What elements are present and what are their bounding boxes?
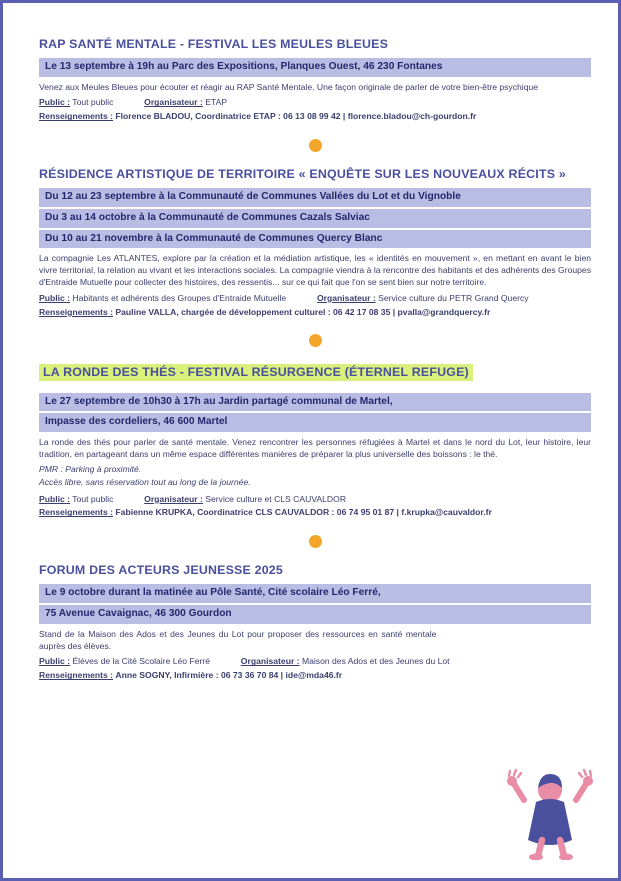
organiser-label: Organisateur : — [240, 656, 300, 667]
organiser-value: ETAP — [205, 97, 228, 108]
info-value[interactable]: Anne SOGNY, Infirmière : 06 73 36 70 84 | ide@mda46.fr — [115, 670, 343, 681]
public-label: Public : — [39, 493, 71, 504]
event-title: RÉSIDENCE ARTISTIQUE DE TERRITOIRE « ENQUÊTE SUR LES NOUVEAUX RÉCITS » — [39, 167, 566, 182]
event-public-row — [39, 655, 591, 668]
public-value: Tout public — [72, 97, 114, 108]
event-date-band: Le 13 septembre à 19h au Parc des Expositions, Planques Ouest, 46 230 Fontanes — [39, 58, 591, 77]
orange-dot-icon — [309, 535, 322, 548]
event-public-row — [39, 493, 591, 506]
organiser-value: Maison des Ados et des Jeunes du Lot — [301, 656, 450, 667]
public-label: Public : — [39, 97, 71, 108]
event-item — [39, 363, 591, 520]
events-list — [39, 37, 591, 682]
event-item — [39, 563, 591, 682]
info-value[interactable]: Florence BLADOU, Coordinatrice ETAP : 06 13 08 99 42 | florence.bladou@ch-gourdon.fr — [115, 111, 477, 122]
event-public-row — [39, 292, 591, 305]
event-date-band: Du 10 au 21 novembre à la Communauté de Communes Quercy Blanc — [39, 230, 591, 249]
organiser-value: Service culture du PETR Grand Quercy — [378, 292, 529, 303]
event-note: PMR : Parking à proximité. — [39, 463, 142, 474]
event-item — [39, 167, 591, 318]
orange-dot-icon — [309, 139, 322, 152]
event-date-band: Du 3 au 14 octobre à la Communauté de Communes Cazals Salviac — [39, 209, 591, 228]
event-date-band: Du 12 au 23 septembre à la Communauté de Communes Vallées du Lot et du Vignoble — [39, 188, 591, 207]
public-label: Public : — [39, 656, 71, 667]
event-description: La compagnie Les ATLANTES, explore par la création et la médiation artistique, les « identités en mouvement », en mettant en avant le bien vivre territorial, la relation au vivant et les interactions sociales. La compagnie viendra à la rencontre des habitants et des adhérents des Groupes d'Entraide Mutuelle pour collecter des histoires, des ressentis... sur ce qui fait que l'on se sent bien sur notre territoire. — [39, 253, 591, 288]
public-label: Public : — [39, 292, 71, 303]
info-label: Renseignements : — [39, 670, 114, 681]
organiser-label: Organisateur : — [144, 493, 203, 504]
organiser-label: Organisateur : — [316, 292, 376, 303]
public-value: Élèves de la Cité Scolaire Léo Ferré — [72, 656, 211, 667]
event-dates — [39, 393, 591, 433]
event-description: Stand de la Maison des Ados et des Jeunes du Lot pour proposer des ressources en santé mentale auprès des élèves. — [39, 628, 437, 651]
info-value[interactable]: Fabienne KRUPKA, Coordinatrice CLS CAUVALDOR : 06 74 95 01 87 | f.krupka@cauvaldor.fr — [115, 507, 492, 518]
event-description: La ronde des thés pour parler de santé mentale. Venez rencontrer les personnes réfugiées à Martel et dans le nord du Lot, leur histoire, leur tradition, en partageant dans un même espace différentes manières de préparer la plus universelle des boissons : le thé. — [39, 437, 591, 459]
event-info-row — [39, 669, 591, 682]
event-dates — [39, 188, 591, 248]
event-date-band: Le 27 septembre de 10h30 à 17h au Jardin partagé communal de Martel, — [39, 393, 591, 412]
event-note: Accès libre, sans réservation tout au long de la journée. — [39, 476, 251, 487]
info-label: Renseignements : — [39, 507, 114, 518]
public-value: Habitants et adhérents des Groupes d'Entraide Mutuelle — [72, 292, 287, 303]
event-description: Venez aux Meules Bleues pour écouter et réagir au RAP Santé Mentale. Une façon originale de parler de votre bien-être psychique — [39, 81, 539, 92]
event-dates — [39, 584, 591, 624]
orange-dot-icon — [309, 334, 322, 347]
event-info-row — [39, 506, 591, 519]
organiser-value: Service culture et CLS CAUVALDOR — [205, 493, 347, 504]
event-title: RAP SANTÉ MENTALE - FESTIVAL LES MEULES BLEUES — [39, 37, 389, 51]
info-label: Renseignements : — [39, 306, 114, 317]
section-separator — [39, 319, 591, 363]
event-info-row — [39, 110, 591, 123]
event-info-row — [39, 306, 591, 319]
event-date-band: Impasse des cordeliers, 46 600 Martel — [39, 413, 591, 432]
event-dates — [39, 58, 591, 77]
public-value: Tout public — [72, 493, 114, 504]
event-title: LA RONDE DES THÉS - FESTIVAL RÉSURGENCE (ÉTERNEL REFUGE) — [39, 364, 473, 381]
event-date-band: 75 Avenue Cavaignac, 46 300 Gourdon — [39, 605, 591, 624]
event-date-band: Le 9 octobre durant la matinée au Pôle Santé, Cité scolaire Léo Ferré, — [39, 584, 591, 603]
event-title-wrap — [39, 363, 591, 387]
info-value[interactable]: Pauline VALLA, chargée de développement culturel : 06 42 17 08 35 | pvalla@grandquercy.fr — [115, 306, 491, 317]
event-title: FORUM DES ACTEURS JEUNESSE 2025 — [39, 563, 283, 578]
info-label: Renseignements : — [39, 111, 114, 122]
section-separator — [39, 519, 591, 563]
section-separator — [39, 123, 591, 167]
celebrating-person-illustration-icon — [504, 764, 596, 860]
organiser-label: Organisateur : — [144, 97, 203, 108]
event-public-row — [39, 96, 591, 109]
event-item — [39, 37, 591, 123]
